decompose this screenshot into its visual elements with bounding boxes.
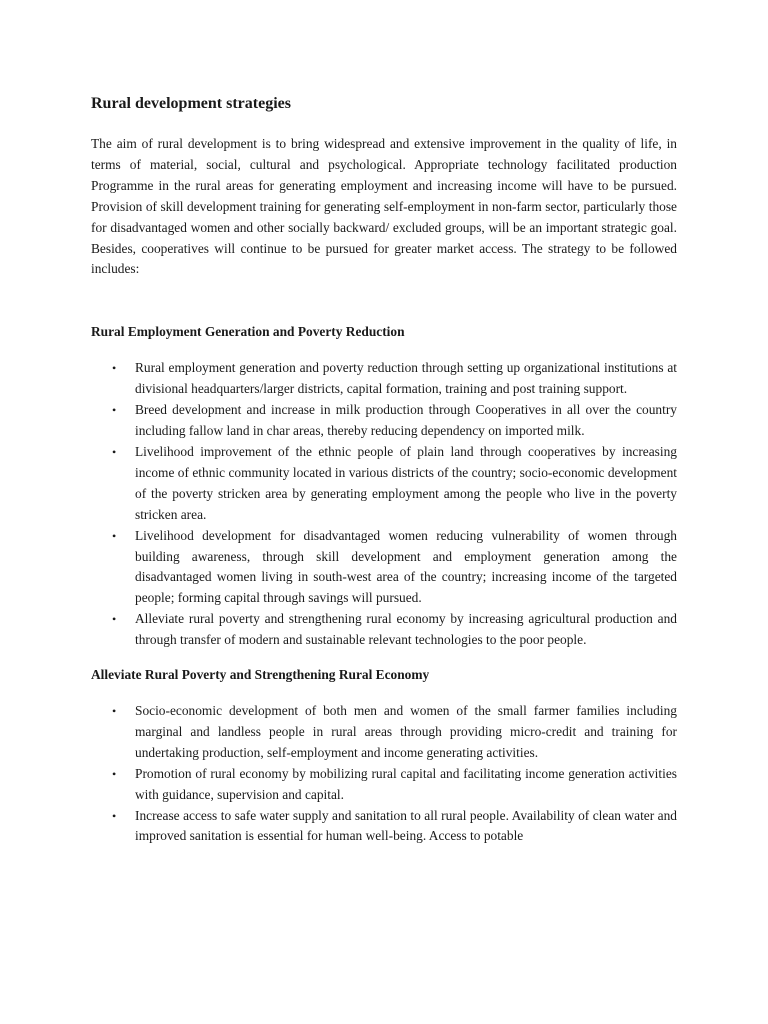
bullet-icon: • — [112, 808, 117, 823]
list-item-text: Livelihood development for disadvantaged women reducing vulnerability of women through building awareness, through skill development and employment generation among the disadvantaged women living in south-west area of the country; increasing income of the targeted people; forming capital through savings will pursued. — [135, 527, 677, 606]
list-item-text: Promotion of rural economy by mobilizing rural capital and facilitating income generation activities with guidance, supervision and capital. — [135, 765, 677, 802]
list-item — [91, 400, 677, 442]
bullet-icon: • — [112, 766, 117, 781]
bullet-icon: • — [112, 704, 117, 719]
bullet-icon: • — [112, 528, 117, 543]
document-page — [91, 94, 677, 847]
bullet-list-poverty — [91, 701, 677, 847]
list-item-text: Socio-economic development of both men and women of the small farmer families including marginal and landless people in rural areas through providing micro-credit and training for undertaking production, self-employment and income generating activities. — [135, 703, 677, 760]
section-heading-employment: Rural Employment Generation and Poverty Reduction — [91, 324, 405, 340]
list-item-text: Increase access to safe water supply and sanitation to all rural people. Availability of clean water and improved sanitation is essential for human well-being. Access to potable — [135, 807, 677, 844]
bullet-icon: • — [112, 361, 117, 376]
bullet-list-employment — [91, 358, 677, 651]
bullet-icon: • — [112, 444, 117, 459]
list-item — [91, 806, 677, 848]
list-item-text: Rural employment generation and poverty reduction through setting up organizational institutions at divisional headquarters/larger districts, capital formation, training and post training support. — [135, 360, 677, 397]
list-item — [91, 358, 677, 400]
section-heading-poverty: Alleviate Rural Poverty and Strengthening Rural Economy — [91, 667, 430, 683]
list-item — [91, 526, 677, 610]
page-title: Rural development strategies — [91, 95, 291, 112]
list-item-text: Livelihood improvement of the ethnic people of plain land through cooperatives by increasing income of ethnic community located in various districts of the country; socio-economic development of the poverty stricken area by generating employment among the people who live in the poverty stricken area. — [135, 443, 677, 522]
list-item — [91, 701, 677, 764]
intro-paragraph: The aim of rural development is to bring widespread and extensive improvement in the quality of life, in terms of material, social, cultural and psychological. Appropriate technology facilitated production Programme in the rural areas for generating employment and increasing income will have to be pursued. Provision of skill development training for generating self-employment in non-farm sector, particularly those for disadvantaged women and other socially backward/ excluded groups, will be an important strategic goal. Besides, cooperatives will continue to be pursued for greater market access. The strategy to be followed includes: — [91, 136, 677, 277]
list-item — [91, 764, 677, 806]
list-item — [91, 609, 677, 651]
bullet-icon: • — [112, 403, 117, 418]
bullet-icon: • — [112, 612, 117, 627]
list-item-text: Alleviate rural poverty and strengthening rural economy by increasing agricultural production and through transfer of modern and sustainable relevant technologies to the poor people. — [135, 611, 677, 648]
list-item-text: Breed development and increase in milk production through Cooperatives in all over the country including fallow land in char areas, thereby reducing dependency on imported milk. — [135, 402, 677, 439]
list-item — [91, 442, 677, 526]
